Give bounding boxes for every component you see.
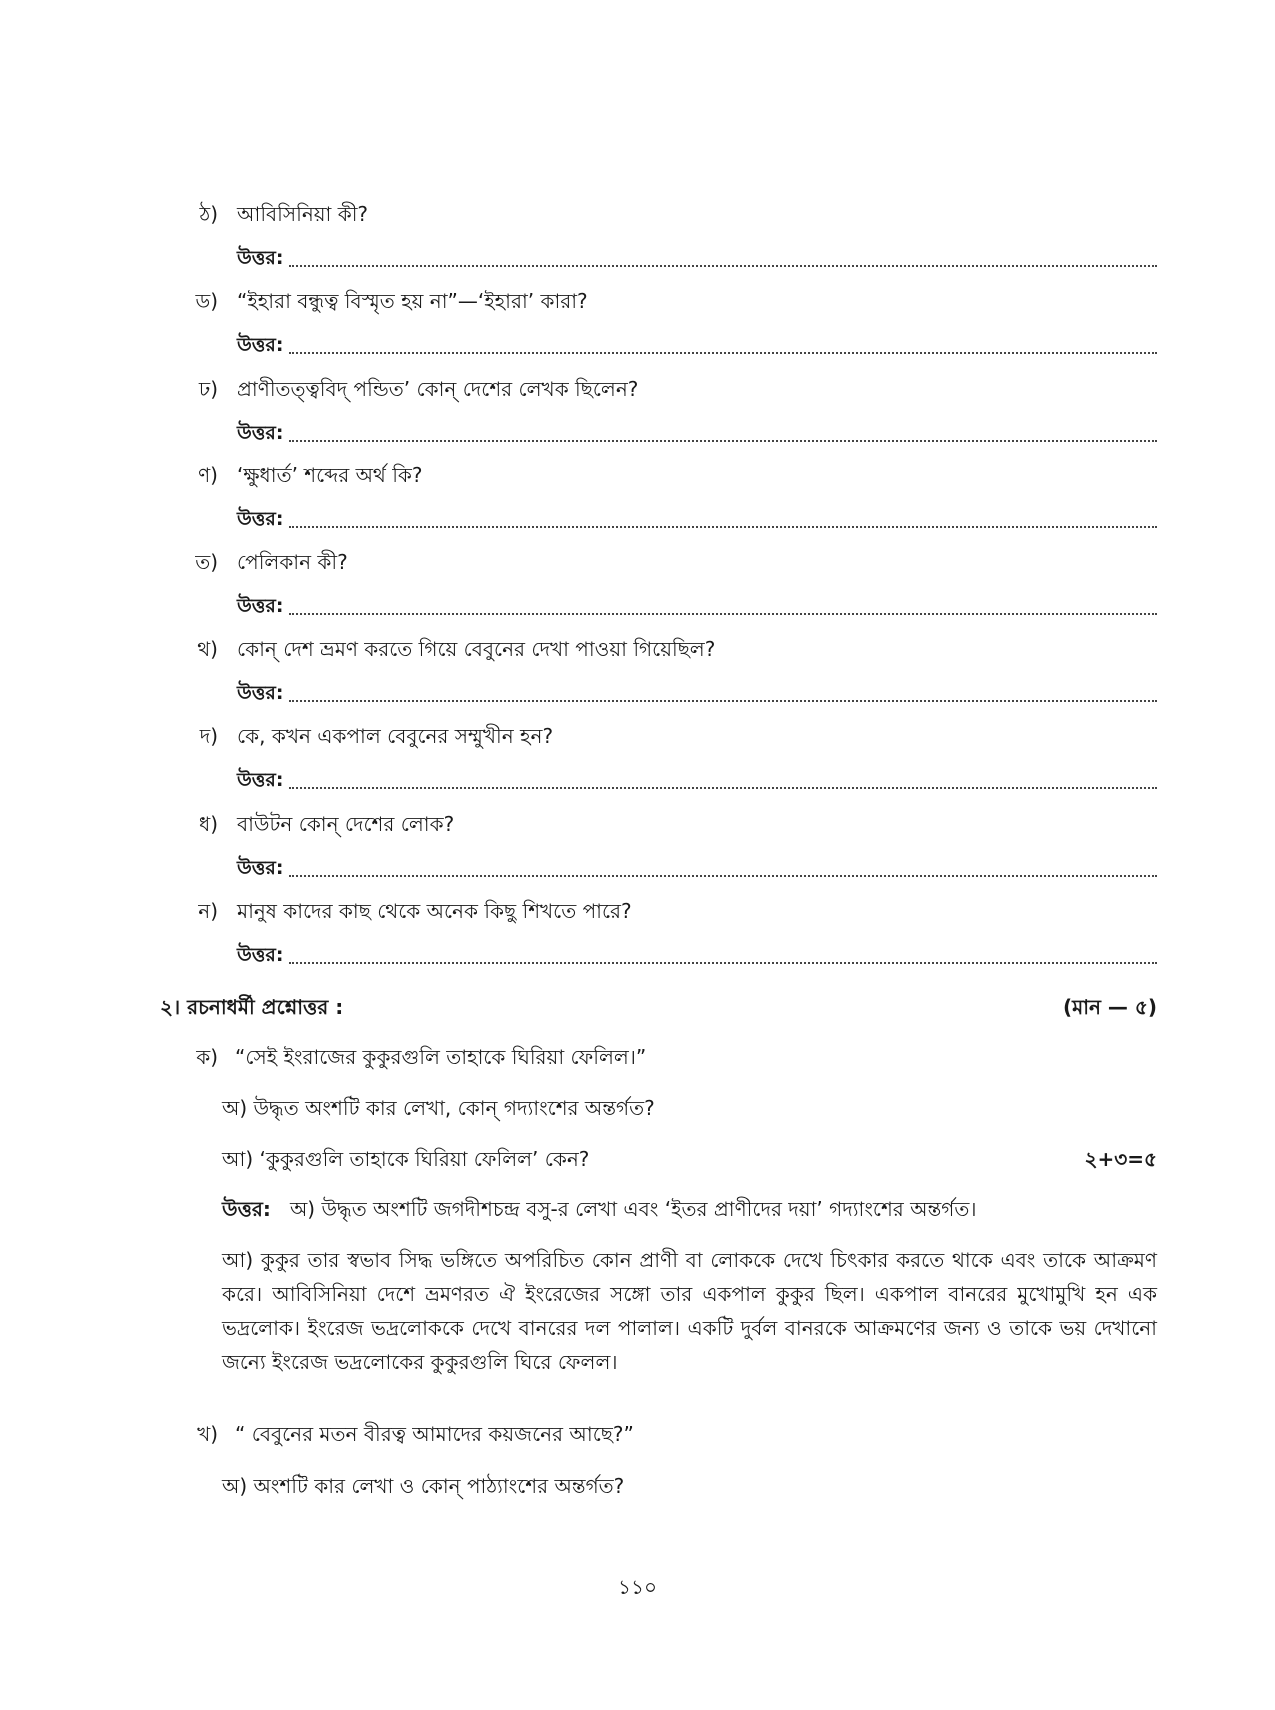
answer-label: উত্তর:	[237, 422, 284, 444]
question-quote: “সেই ইংরাজের কুকুরগুলি তাহাকে ঘিরিয়া ফেলিল।”	[235, 1045, 647, 1069]
answer-line	[237, 854, 1157, 882]
question-text: মানুষ কাদের কাছ থেকে অনেক কিছু শিখতে পারে?	[237, 899, 632, 923]
section-marks: (মান — ৫)	[1062, 995, 1157, 1019]
section-title: ২। রচনাধর্মী প্রশ্নোত্তর :	[160, 995, 344, 1019]
answer-label: উত্তর:	[237, 508, 284, 530]
answer-line	[237, 679, 1157, 707]
question-text: ‘ক্ষুধার্ত’ শব্দের অর্থ কি?	[237, 463, 423, 487]
answer-dotted-line[interactable]	[289, 787, 1157, 789]
answer-line	[237, 331, 1157, 359]
question-text: বাউটন কোন্ দেশের লোক?	[237, 812, 455, 836]
answer-text: অ) উদ্ধৃত অংশটি জগদীশচন্দ্র বসু-র লেখা এবং ‘ইতর প্রাণীদের দয়া’ গদ্যাংশের অন্তর্গত।	[289, 1197, 977, 1221]
question-text: “ইহারা বন্ধুত্ব বিস্মৃত হয় না”—‘ইহারা’ কারা?	[237, 289, 588, 313]
answer-line	[237, 505, 1157, 533]
answer-label: উত্তর:	[237, 334, 284, 356]
question-number: ণ)	[198, 463, 218, 487]
answer-dotted-line[interactable]	[289, 700, 1157, 702]
answer-dotted-line[interactable]	[289, 440, 1157, 442]
question-text: কে, কখন একপাল বেবুনের সম্মুখীন হন?	[237, 724, 554, 748]
question-number: ত)	[195, 550, 218, 574]
question-text: আবিসিনিয়া কী?	[237, 202, 369, 226]
marks-breakdown: ২+৩=৫	[1084, 1147, 1157, 1171]
question-quote: “ বেবুনের মতন বীরত্ব আমাদের কয়জনের আছে?”	[235, 1422, 634, 1446]
answer-label: উত্তর:	[237, 857, 284, 879]
question-text: পেলিকান কী?	[237, 550, 348, 574]
answer-dotted-line[interactable]	[289, 352, 1157, 354]
sub-question: অ) উদ্ধৃত অংশটি কার লেখা, কোন্ গদ্যাংশের অন্তর্গত?	[222, 1096, 655, 1120]
answer-dotted-line[interactable]	[289, 613, 1157, 615]
page-number: ১১০	[618, 1575, 657, 1599]
question-number: ড)	[195, 289, 218, 313]
section-heading	[160, 993, 1157, 1021]
answer-line	[237, 766, 1157, 794]
question-number: থ)	[197, 637, 218, 661]
answer-dotted-line[interactable]	[289, 526, 1157, 528]
answer-label: উত্তর:	[237, 769, 284, 791]
answer-line	[237, 592, 1157, 620]
question-number: ন)	[198, 899, 218, 923]
answer-dotted-line[interactable]	[289, 962, 1157, 964]
answer-dotted-line[interactable]	[289, 875, 1157, 877]
answer-label: উত্তর:	[237, 944, 284, 966]
answer-line	[237, 941, 1157, 969]
answer-line	[237, 244, 1157, 272]
answer-part-a	[222, 1192, 1157, 1226]
question-text: প্রাণীতত্ত্ববিদ্ পন্ডিত’ কোন্ দেশের লেখক ছিলেন?	[237, 377, 639, 401]
question-number: ধ)	[198, 812, 218, 836]
question-number: ঠ)	[199, 202, 218, 226]
answer-dotted-line[interactable]	[289, 265, 1157, 267]
answer-label: উত্তর:	[237, 247, 284, 269]
question-number: খ)	[197, 1422, 218, 1446]
answer-line	[237, 419, 1157, 447]
question-number: ক)	[196, 1045, 218, 1069]
sub-question: আ) ‘কুকুরগুলি তাহাকে ঘিরিয়া ফেলিল’ কেন?	[222, 1147, 590, 1171]
answer-label: উত্তর:	[237, 595, 284, 617]
answer-label: উত্তর:	[222, 1197, 271, 1221]
answer-part-b: আ) কুকুর তার স্বভাব সিদ্ধ ভঙ্গিতে অপরিচিত কোন প্রাণী বা লোককে দেখে চিৎকার করতে থাকে এবং তাকে আক্রমণ করে। আবিসিনিয়া দেশে ভ্রমণরত ঐ ইংরেজের সঙ্গো তার একপাল কুকুর ছিল। একপাল বানরের মুখোমুখি হন এক ভদ্রলোক। ইংরেজ ভদ্রলোককে দেখে বানরের দল পালাল। একটি দুর্বল বানরকে আক্রমণের জন্য ও তাকে ভয় দেখানো জন্যে ইংরেজ ভদ্রলোকের কুকুরগুলি ঘিরে ফেলল।	[222, 1248, 1157, 1374]
sub-question: অ) অংশটি কার লেখা ও কোন্ পাঠ্যাংশের অন্তর্গত?	[222, 1474, 625, 1498]
question-number: ঢ)	[198, 377, 218, 401]
answer-label: উত্তর:	[237, 682, 284, 704]
question-text: কোন্ দেশ ভ্রমণ করতে গিয়ে বেবুনের দেখা পাওয়া গিয়েছিল?	[237, 637, 716, 661]
question-number: দ)	[199, 724, 218, 748]
